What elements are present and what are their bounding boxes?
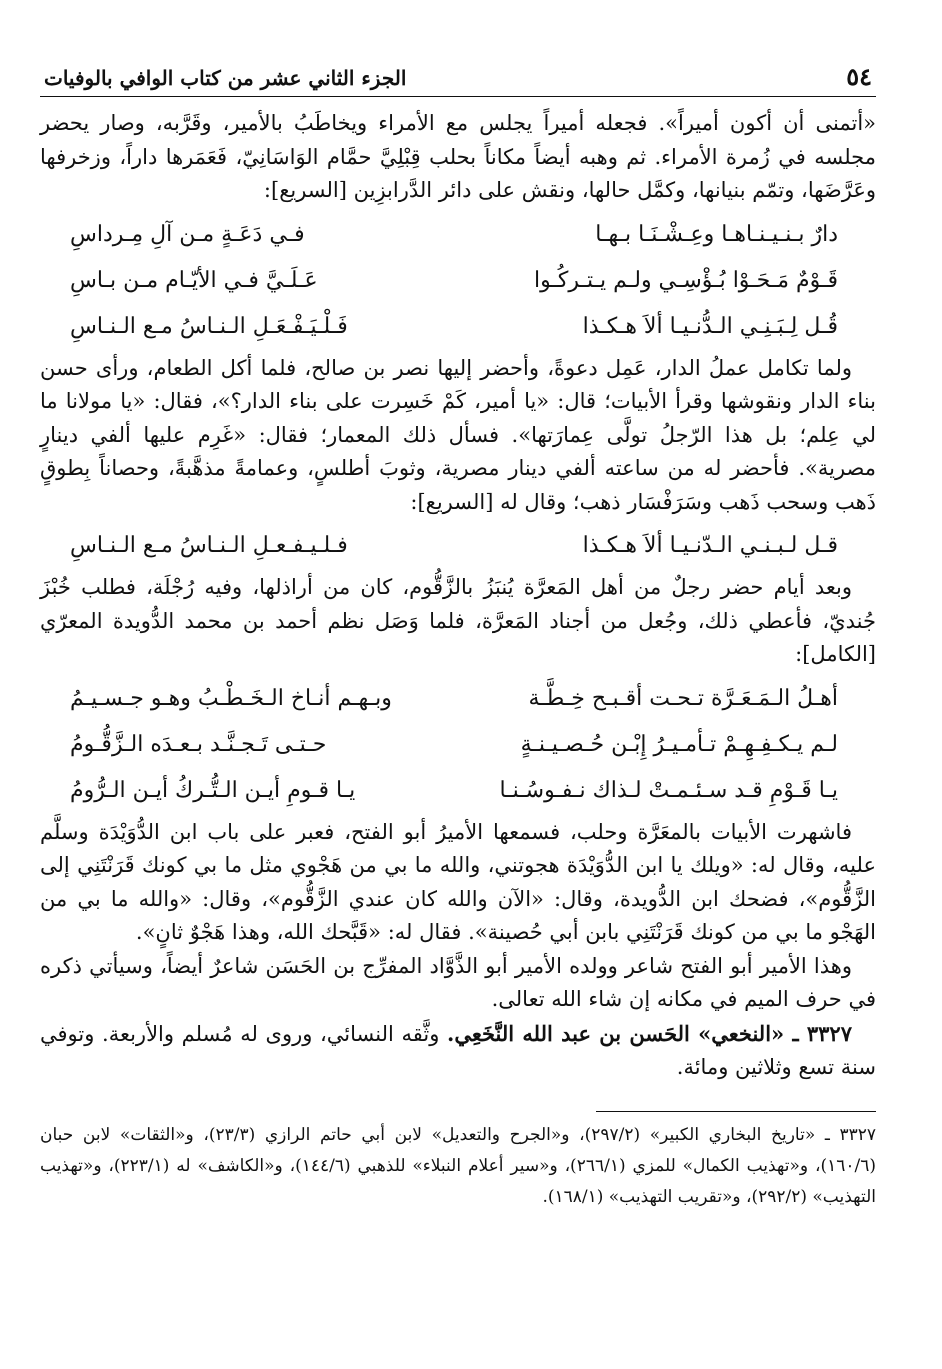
entry-text: وثَّقه النسائي، وروى له مُسلم والأربعة. وتوفي سنة تسع وثلاثين ومائة. <box>40 1021 876 1079</box>
verse-line <box>40 304 876 350</box>
entry-title: ٣٣٢٧ ـ «النخعي» الحَسن بن عبد الله النَّخَعِي. <box>447 1020 852 1046</box>
footnotes <box>40 1120 876 1213</box>
verse-line <box>40 523 876 569</box>
page-number: ٥٤ <box>846 62 872 91</box>
verse-first-hemistich: قـل لـبـنـي الـدّنـيـا ألاَ هـكـذا <box>582 533 838 558</box>
verse-second-hemistich: وبـهـم أنـاخ الـخَـطْـبُ وهـو جـسـيـمُ <box>70 685 392 711</box>
verse-first-hemistich: لـم يـكـفِـهِـمْ تـأمـيـرُ إِبْـن حُـصـيـنـةٍ <box>520 731 838 757</box>
biography-entry <box>40 1017 876 1085</box>
verse-first-hemistich: يـا قَـوْمِ قـد سـئـمـتْ لـذاك نـفـوسُـنـا <box>499 777 838 803</box>
verse-second-hemistich: عَـلَـيَّ فـي الأيّـام مـن بـاسِ <box>70 267 318 293</box>
poem-block <box>40 212 876 350</box>
book-page <box>40 62 876 1213</box>
paragraph: «أتمنى أن أكون أميراً». فجعله أميراً يجلس مع الأمراء ويخاطَبُ بالأمير، وقَرَّبه، وصار يحضر مجلسه في زُمرة الأمراء. ثم وهبه أيضاً مكاناً بحلب قِبْلِيَّ حمَّام الوَاسَانِيّ، فَعَمَرها داراً، وزخرفها وعَرَّضَها، وتمّم بنيانها، وكمَّل حالها، ونقش على دائر الدَّرابزِين [السريع]: <box>40 111 876 202</box>
main-text <box>40 107 876 1085</box>
paragraph: وهذا الأمير أبو الفتح شاعر وولده الأمير أبو الذَّوَّاد المفرِّج بن الحَسَن شاعرٌ أيضاً، وسيأتي ذكره في حرف الميم في مكانه إن شاء الله تعالى. <box>40 953 876 1011</box>
verse-first-hemistich: قُـل لِـبَـنِـي الـدُّنـيـا ألاَ هـكـذا <box>582 313 838 339</box>
footnote: ٣٣٢٧ ـ «تاريخ البخاري الكبير» (٢٩٧/٢)، و«الجرح والتعديل» لابن أبي حاتم الرازي (٢٣/٣)، و«الثقات» لابن حبان (١٦٠/٦)، و«تهذيب الكمال» للمزي (٢٦٦/١)، و«سير أعلام النبلاء» للذهبي (١٤٤/٦)، و«الكاشف» له (٢٢٣/١)، و«تهذيب التهذيب» (٢٩٢/٢)، و«تقريب التهذيب» (١٦٨/١). <box>40 1124 876 1207</box>
verse-second-hemistich: فـي دَعَـةٍ مـن آلِ مِـرداسِ <box>70 221 305 247</box>
verse-second-hemistich: فـلـيـفـعـلِ الـنـاسُ مـع الـنـاسِ <box>70 533 348 558</box>
verse-line <box>40 722 876 768</box>
footnote-divider <box>596 1111 876 1112</box>
paragraph: فاشهرت الأبيات بالمعَرَّة وحلب، فسمعها الأميرُ أبو الفتح، فعبر على باب ابن الدُّوَيْدَة وسلَّم عليه، وقال له: «ويلك يا ابن الدُّوَيْدَة هجوتني، والله ما بي من هَجْوي مثل ما بي كونك قَرَنْتَنِي إلى الزَّقُّوم»، فضحك ابن الدُّويدة، وقال: «الآن والله كان عندي الزَّقُّوم»، وقال: «والله ما بي من الهَجْو ما بي من كونك قَرَنْتَنِي بابن أبي حُصينة». فقال له: «قَبَّحك الله، وهذا هَجْوٌ ثانٍ». <box>40 819 876 944</box>
paragraph: وبعد أيام حضر رجلٌ من أهل المَعرَّة يُنبَزُ بالزَّقُّوم، كان من أراذلها، وفيه رُجْلَة، فطلب خُبْزَ جُنديّ، فأعطي ذلك، وجُعل من أجناد المَعرَّة، فلما وَصَل نظم أحمد بن محمد الدُّويدة المعرّي [الكامل]: <box>40 575 876 666</box>
poem-block <box>40 523 876 569</box>
verse-first-hemistich: قَـوْمٌ مَـحَـوْا بُـؤْسِـي ولـم يـتـركُـوا <box>533 267 838 293</box>
verse-line <box>40 258 876 304</box>
verse-second-hemistich: يـا قـومِ أيـن الـتُّـركُ أيـن الـرُّومُ <box>70 777 356 803</box>
verse-second-hemistich: حـتـى تَـجـنَّـد بـعـدَه الـزَّقُّـومُ <box>70 731 327 757</box>
verse-second-hemistich: فَـلْـيَـفْـعَـلِ الـنـاسُ مـع الـنـاسِ <box>70 313 348 339</box>
verse-line <box>40 676 876 722</box>
running-title: الجزء الثاني عشر من كتاب الوافي بالوفيات <box>44 66 407 90</box>
poem-block <box>40 676 876 814</box>
verse-line <box>40 212 876 258</box>
verse-first-hemistich: أهـلُ الـمَـعَـرَّة تـحـت أقـبـح خِـطَّـة <box>528 685 838 711</box>
paragraph: ولما تكامل عملُ الدار، عَمِل دعوةً، وأحضر إليها نصر بن صالح، فلما أكل الطعام، ورأى حسن بناء الدار ونقوشها وقرأ الأبيات؛ قال: «يا أمير، كَمْ خَسِرت على بناء الدار؟»، فقال: «يا مولانا ما لي عِلم؛ بل هذا الرّجلُ تولَّى عِمارَتها». فسأل ذلك المعمار؛ فقال: «غَرِم عليها ألفي دينارٍ مصرية». فأحضر له من ساعته ألفي دينار مصرية، وثوبَ أطلسٍ، وعمامةً مذهَّبةً، وحصاناً بِطوقٍ ذَهب وسحب ذَهب وسَرَفْسَار ذهب؛ وقال له [السريع]: <box>40 355 876 514</box>
verse-first-hemistich: دارٌ بـنـيـنـاهـا وعِـشْـنَـا بـهـا <box>595 221 838 247</box>
running-header <box>40 62 876 97</box>
verse-line <box>40 768 876 814</box>
